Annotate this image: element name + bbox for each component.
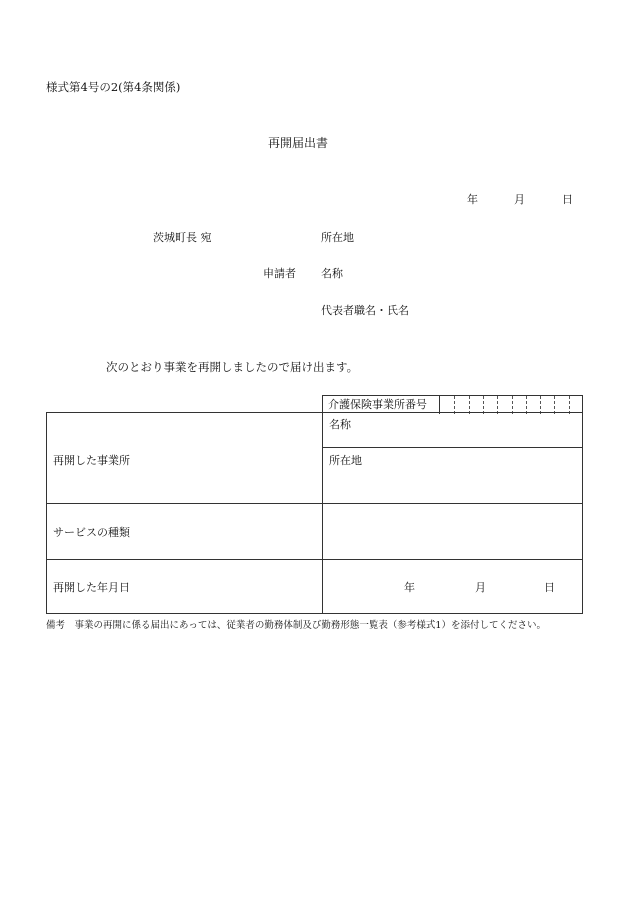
row3-year-label: 年 [404,581,415,594]
applicant-name-label: 名称 [321,267,343,280]
business-number-label: 介護保険事業所番号 [328,398,427,411]
row2-label: サービスの種類 [53,526,130,539]
row1-name-field[interactable] [323,413,582,447]
service-type-field[interactable] [323,504,582,559]
row3-month-label: 月 [475,581,486,594]
document-title: 再開届出書 [268,136,329,150]
applicant-representative-label: 代表者職名・氏名 [321,304,409,317]
business-number-row [322,395,583,413]
row3-day-label: 日 [544,581,555,594]
note-text: 備考 事業の再開に係る届出にあっては、従業者の勤務体制及び勤務形態一覧表（参考様式1）を添付してください。 [46,620,546,631]
row1-location-label: 所在地 [329,454,362,467]
form-number: 様式第4号の2(第4条関係) [46,80,181,94]
row1-label: 再開した事業所 [53,454,130,467]
row1-location-field[interactable] [323,448,582,503]
reopen-date-field[interactable] [323,560,582,613]
date-day-label: 日 [562,193,573,206]
statement-text: 次のとおり事業を再開しましたので届け出ます。 [106,360,359,374]
business-table [46,412,583,614]
applicant-location-label: 所在地 [321,231,354,244]
date-month-label: 月 [514,193,525,206]
applicant-label: 申請者 [263,267,296,280]
date-year-label: 年 [467,193,478,206]
row3-label: 再開した年月日 [53,581,130,594]
addressee: 茨城町長 宛 [153,231,212,244]
row1-name-label: 名称 [329,418,351,431]
